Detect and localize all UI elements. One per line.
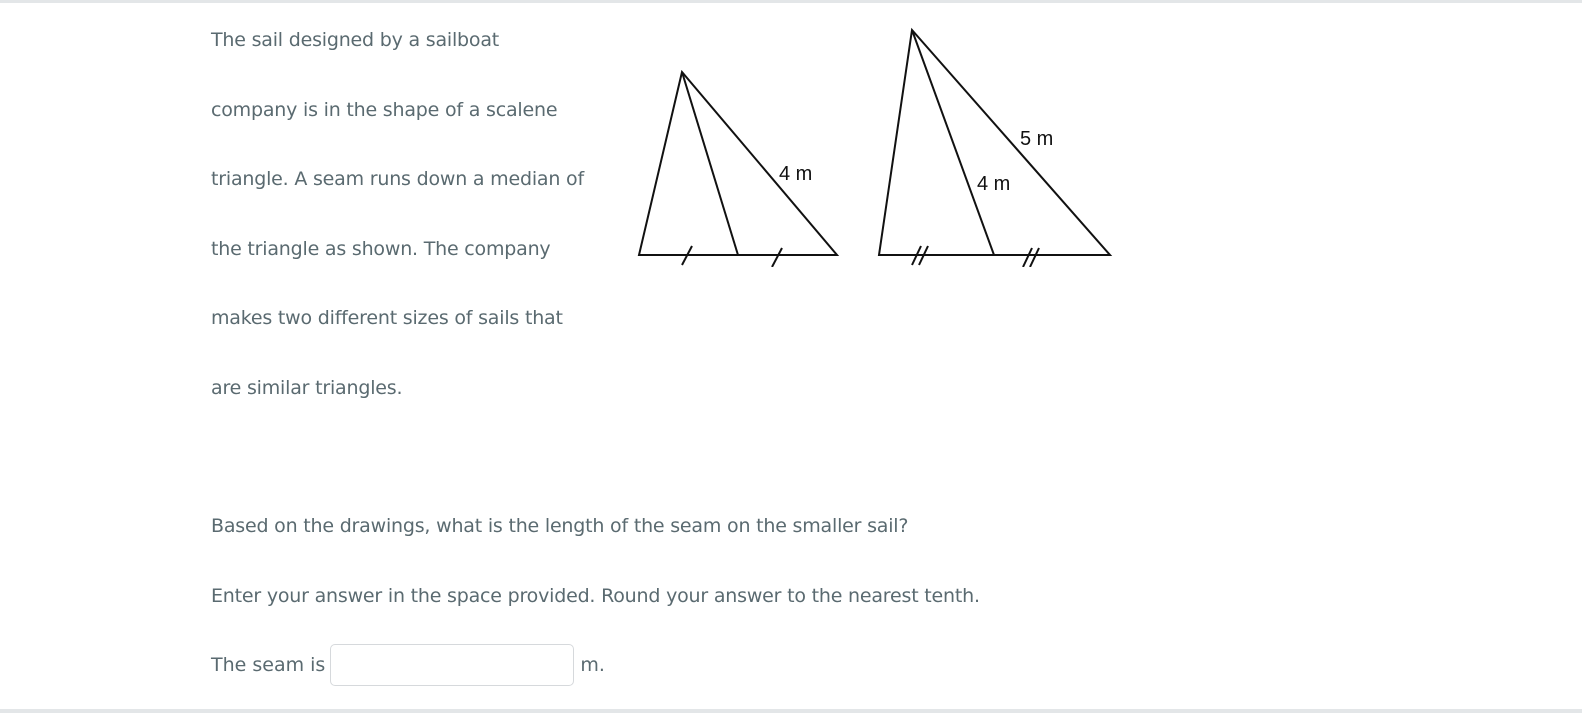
- small-triangle-median: [682, 72, 738, 255]
- top-border: [0, 0, 1582, 3]
- problem-line-4: the triangle as shown. The company: [211, 238, 551, 260]
- problem-line-6: are similar triangles.: [211, 377, 403, 399]
- answer-row: [211, 643, 605, 687]
- large-median-label: 4 m: [977, 173, 1011, 195]
- problem-line-2: company is in the shape of a scalene: [211, 99, 558, 121]
- large-triangle: [879, 30, 1110, 255]
- bottom-border: [0, 709, 1582, 713]
- triangles-drawing: [630, 22, 1120, 267]
- answer-unit: m.: [580, 654, 605, 676]
- problem-line-1: The sail designed by a sailboat: [211, 29, 500, 51]
- large-triangle-median: [912, 30, 994, 255]
- problem-line-3: triangle. A seam runs down a median of: [211, 168, 584, 190]
- small-tick-right: [772, 248, 782, 267]
- instruction-text: Enter your answer in the space provided. Round your answer to the nearest tenth.: [211, 585, 980, 607]
- large-side-label: 5 m: [1020, 128, 1054, 150]
- sail-triangles-figure: [630, 22, 1120, 271]
- problem-line-5: makes two different sizes of sails that: [211, 307, 563, 329]
- answer-prefix: The seam is: [211, 654, 326, 676]
- question-text: Based on the drawings, what is the length of the seam on the smaller sail?: [211, 515, 909, 537]
- small-side-label: 4 m: [779, 163, 813, 185]
- seam-length-input[interactable]: [330, 644, 574, 686]
